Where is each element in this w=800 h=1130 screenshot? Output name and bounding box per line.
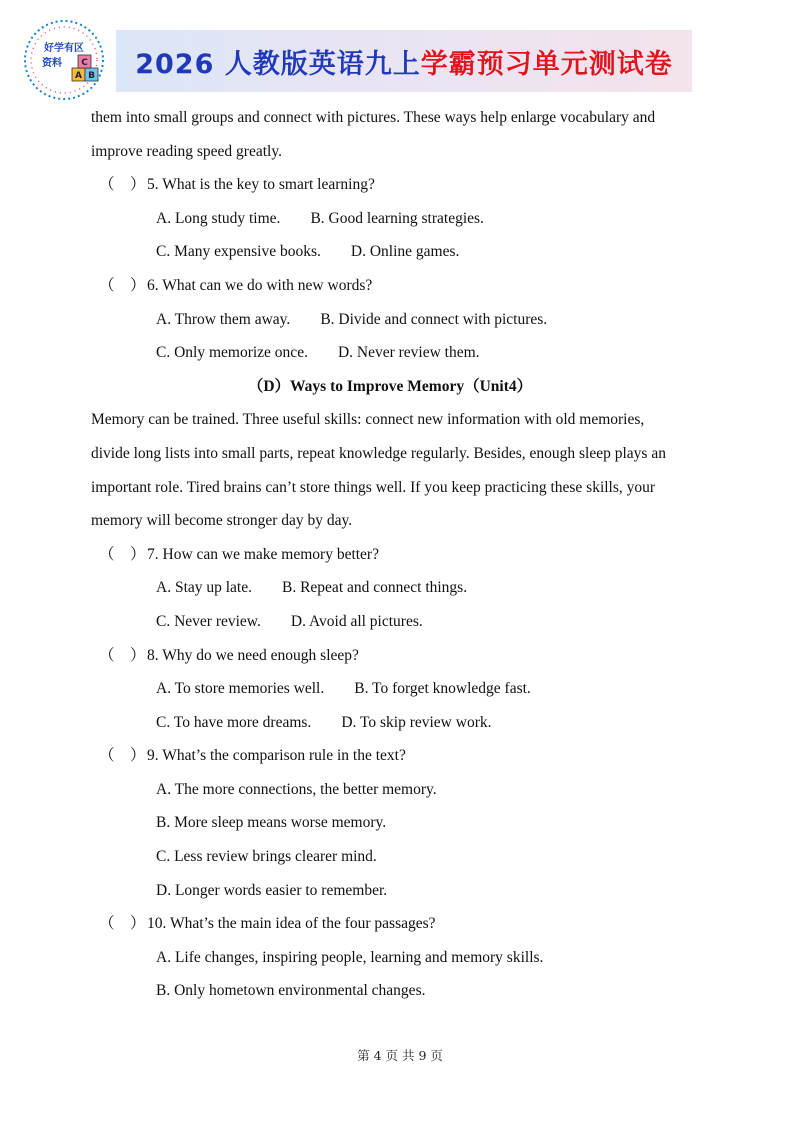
question-10 [91, 907, 703, 941]
option-c: C. Only memorize once. [156, 344, 308, 362]
answer-blank[interactable]: （ ） [99, 915, 146, 933]
option-row [91, 303, 703, 337]
option-d: D. Online games. [350, 243, 460, 261]
option-row [91, 235, 703, 269]
option-c: C. Never review. [156, 612, 261, 630]
logo-text-top: 好学有区 [44, 43, 84, 54]
option-c: C. Less review brings clearer mind. [156, 848, 377, 866]
option-row [91, 706, 703, 740]
question-stem: 8. Why do we need enough sleep? [147, 646, 359, 664]
option-row [91, 336, 703, 370]
option-d: D. To skip review work. [341, 713, 492, 731]
option-b: B. Repeat and connect things. [282, 579, 468, 597]
option-row [91, 672, 703, 706]
question-7 [91, 538, 703, 572]
option-d: D. Avoid all pictures. [290, 612, 423, 630]
option-c: C. To have more dreams. [156, 713, 312, 731]
option-a: A. Life changes, inspiring people, learning and memory skills. [156, 948, 544, 966]
banner-subtitle: 学霸预习单元测试卷 [420, 48, 673, 80]
option-b: B. Divide and connect with pictures. [320, 310, 548, 328]
banner-edition: 人教版英语九上 [224, 48, 421, 80]
header-banner [116, 30, 692, 92]
logo [22, 18, 106, 102]
logo-block-a: A [75, 71, 82, 81]
section-heading: （D）Ways to Improve Memory（Unit4） [247, 377, 533, 395]
option-a: A. To store memories well. [156, 680, 325, 698]
banner-year: 2026 [135, 48, 215, 80]
page-content [91, 101, 703, 1008]
question-stem: 9. What’s the comparison rule in the text? [147, 747, 406, 765]
answer-blank[interactable]: （ ） [99, 176, 146, 194]
option-d: D. Longer words easier to remember. [156, 881, 388, 899]
option-row [91, 571, 703, 605]
logo-text-bottom: 资料 [42, 58, 62, 69]
page-number: 第 4 页 共 9 页 [357, 1048, 443, 1063]
option-d: D. Never review them. [337, 344, 480, 362]
passage-line: them into small groups and connect with pictures. These ways help enlarge vocabulary and [91, 109, 656, 126]
answer-blank[interactable]: （ ） [99, 276, 146, 294]
answer-blank[interactable]: （ ） [99, 545, 146, 563]
option-b: B. Only hometown environmental changes. [156, 982, 426, 1000]
option-a: A. The more connections, the better memory. [156, 780, 437, 798]
question-9 [91, 739, 703, 773]
logo-graphic [22, 18, 106, 102]
passage-line: Memory can be trained. Three useful skills: connect new information with old memories, [91, 411, 645, 429]
option-b: B. To forget knowledge fast. [354, 680, 531, 698]
question-stem: 7. How can we make memory better? [147, 545, 379, 563]
passage-line: memory will become stronger day by day. [91, 512, 353, 530]
option-row [91, 202, 703, 236]
option-row [91, 605, 703, 639]
option-a: A. Throw them away. [156, 310, 291, 328]
answer-blank[interactable]: （ ） [99, 747, 146, 765]
option-a: A. Stay up late. [156, 579, 252, 597]
logo-block-c: C [81, 58, 88, 68]
question-6 [91, 269, 703, 303]
option-c: C. Many expensive books. [156, 243, 321, 261]
logo-block-b: B [88, 71, 95, 81]
question-stem: 5. What is the key to smart learning? [147, 176, 375, 194]
option-a: A. Long study time. [156, 209, 281, 227]
question-stem: 6. What can we do with new words? [147, 276, 373, 294]
question-5 [91, 168, 703, 202]
question-stem: 10. What’s the main idea of the four passages? [147, 915, 436, 933]
passage-line: important role. Tired brains can’t store things well. If you keep practicing these skills, your [91, 478, 656, 496]
banner-title [135, 42, 673, 81]
option-b: B. More sleep means worse memory. [156, 814, 387, 832]
passage-line: improve reading speed greatly. [91, 142, 282, 160]
passage-line: divide long lists into small parts, repeat knowledge regularly. Besides, enough sleep plays an [91, 444, 666, 462]
option-b: B. Good learning strategies. [310, 209, 484, 227]
question-8 [91, 639, 703, 673]
answer-blank[interactable]: （ ） [99, 646, 146, 664]
